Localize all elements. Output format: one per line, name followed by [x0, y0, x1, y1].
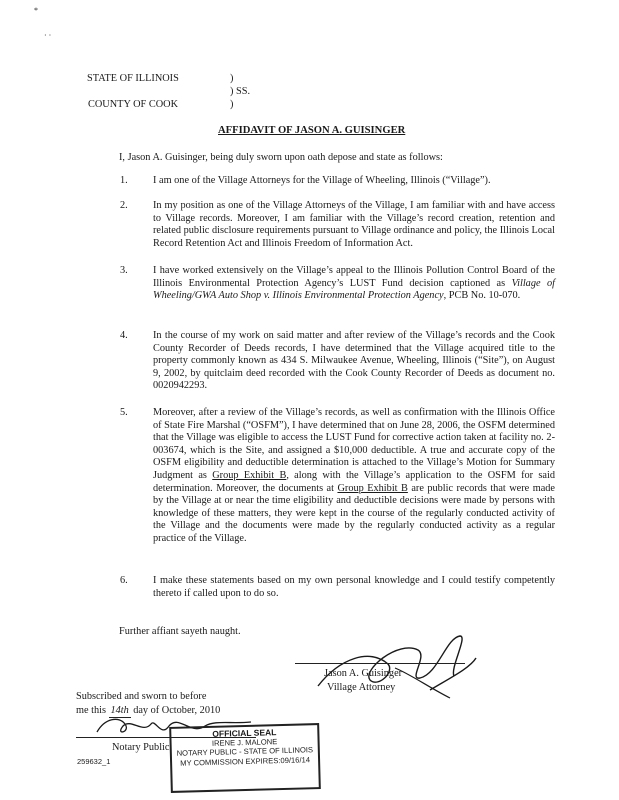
jurat-line-2: me this 14th day of October, 2010: [76, 705, 221, 716]
caption-ss: ) SS.: [230, 86, 251, 97]
intro-text: I, Jason A. Guisinger, being duly sworn upon oath depose and state as follows:: [119, 152, 443, 163]
paragraph-text: In the course of my work on said matter and after review of the Village’s records and the Cook County Recorder of Deeds records, I have determined that the Village acquired title to the property commonly known as 434 S. Milwaukee Avenue, Wheeling, Illinois (“Site”), on August 9, 2002, by quitclaim deed recorded with the Cook County Recorder of Deeds as document no. 0020942293.: [153, 330, 555, 392]
caption-paren: ): [230, 73, 234, 84]
caption-state: STATE OF ILLINOIS: [87, 73, 179, 84]
paragraph-number: 3.: [120, 265, 128, 276]
paragraph-number: 2.: [120, 200, 128, 211]
closing-statement: Further affiant sayeth naught.: [119, 626, 241, 637]
caption-county: COUNTY OF COOK: [88, 99, 179, 110]
paragraph-text: In my position as one of the Village Attorneys of the Village, I am familiar with and have access to Village records. Moreover, I am familiar with the Village’s record creation, retention and related public disclosure requirements pursuant to Village ordinance and policy, the Illinois Local Record Retention Act and Illinois Freedom of Information Act.: [153, 200, 555, 249]
exhibit-reference: Group Exhibit B: [337, 482, 408, 494]
seal-heading: OFFICIAL SEAL: [212, 727, 277, 739]
seal-notary-name: IRENE J. MALONE: [211, 737, 278, 749]
affiant-signature-line: [295, 663, 465, 664]
paragraph-number: 6.: [120, 575, 128, 586]
affiant-title: Village Attorney: [327, 682, 396, 693]
document-code: 259632_1: [77, 757, 111, 766]
margin-mark: · ·: [44, 31, 52, 40]
exhibit-reference: Group Exhibit B: [212, 469, 287, 481]
case-caption: Village of Wheeling/GWA Auto Shop v. Illinois Environmental Protection Agency: [153, 277, 555, 302]
seal-commission-expiry: MY COMMISSION EXPIRES:09/16/14: [180, 754, 311, 768]
paragraph-number: 5.: [120, 407, 128, 418]
paragraph-number: 1.: [120, 175, 128, 186]
paragraph-number: 4.: [120, 330, 128, 341]
jurat-line-1: Subscribed and sworn to before: [76, 691, 207, 702]
paragraph-text: I make these statements based on my own personal knowledge and I could testify competently thereto if called upon to do so.: [153, 575, 555, 599]
official-seal: [169, 723, 321, 793]
affiant-name: Jason A. Guisinger: [324, 668, 403, 679]
document-title: AFFIDAVIT OF JASON A. GUISINGER: [218, 125, 406, 136]
paragraph-text: I have worked extensively on the Village’s appeal to the Illinois Pollution Control Board of the Illinois Environmental Protection Agency’s LUST Fund decision captioned as Village of Wheeling/GWA Auto Shop v. Illinois Environmental Protection Agency, PCB No. 10-070.: [153, 265, 555, 302]
notary-label: Notary Public: [112, 742, 170, 753]
seal-notary-title: NOTARY PUBLIC - STATE OF ILLINOIS: [176, 745, 314, 759]
paragraph-text: I am one of the Village Attorneys for the Village of Wheeling, Illinois (“Village”).: [153, 175, 491, 186]
caption-paren: ): [230, 99, 234, 110]
jurat-day: 14th: [110, 705, 129, 716]
paragraph-text: Moreover, after a review of the Village’s records, as well as confirmation with the Illinois Office of State Fire Marshal (“OSFM”), I have determined that on June 28, 2006, the OSFM determined that the Village was eligible to access the LUST Fund for corrective action taken at facility no. 2-003674, which is the Site, and assigned a $10,000 deductible. A true and accurate copy of the OSFM eligibility and deductible determination is attached to the Village’s Motion for Summary Judgment as Group Exhibit B, along with the Village’s application to the OSFM for said determination. Moreover, the documents at Group Exhibit B are public records that were made by the Village at or near the time eligibility and deductible decisions were made by persons with knowledge of these matters, they were kept in the course of the regularly conducted activity of the Village and the documents were made by the regularly conducted activity as a regular practice of the Village.: [153, 407, 555, 544]
margin-mark: *: [34, 6, 38, 15]
